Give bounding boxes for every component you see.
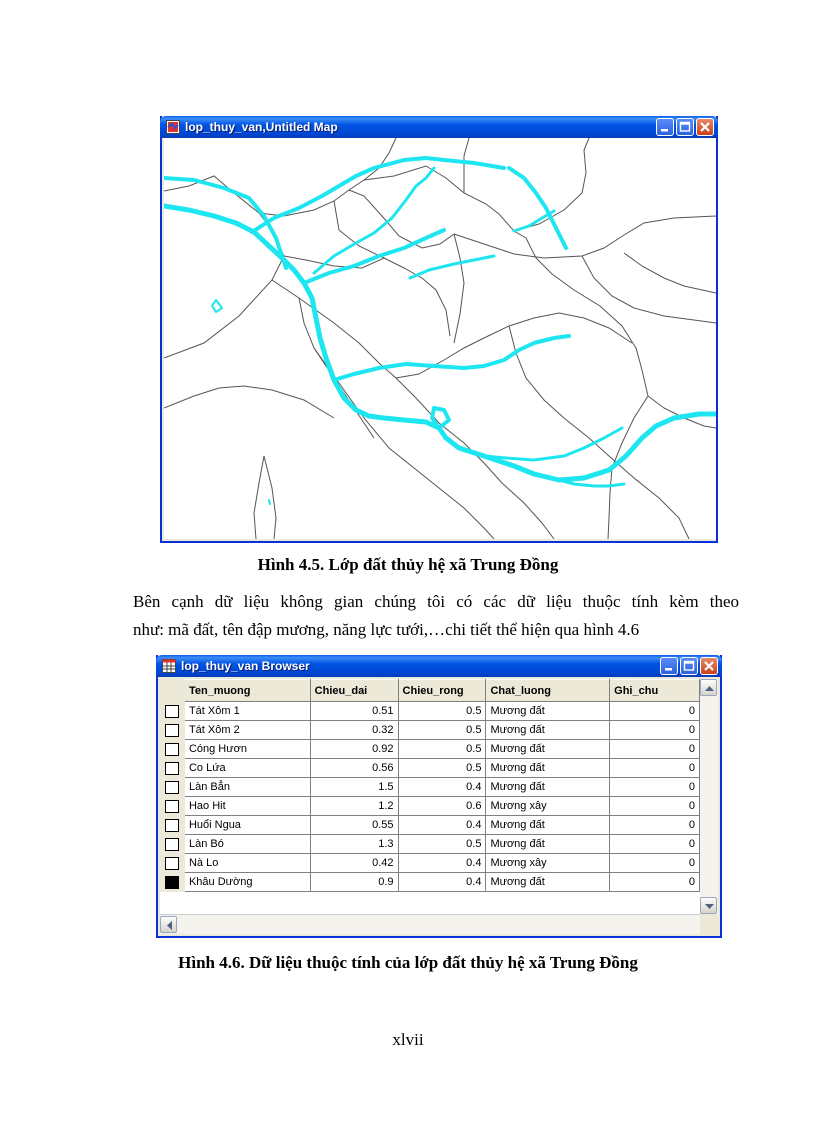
- cell-ten-muong: Huổi Ngua: [184, 816, 310, 835]
- cell-ghi-chu: 0: [610, 702, 700, 721]
- scroll-left-button[interactable]: [160, 916, 177, 933]
- close-icon: [701, 658, 717, 674]
- cell-ten-muong: Co Lứa: [184, 759, 310, 778]
- close-icon: [697, 119, 713, 135]
- hydrology-map: [164, 138, 716, 539]
- row-selector[interactable]: [161, 873, 185, 892]
- cell-ghi-chu: 0: [610, 854, 700, 873]
- attribute-grid[interactable]: [160, 679, 700, 914]
- figure-caption-4-5: Hình 4.5. Lớp đất thủy hệ xã Trung Đồng: [257, 555, 559, 574]
- cell-chat-luong: Mương đất: [486, 740, 610, 759]
- scroll-down-icon: [701, 898, 718, 915]
- maximize-button[interactable]: [676, 118, 694, 136]
- row-select-checkbox[interactable]: [165, 781, 179, 794]
- scroll-up-icon: [701, 680, 718, 697]
- page-number: xlvii: [392, 1030, 424, 1049]
- cell-ghi-chu: 0: [610, 873, 700, 892]
- column-header[interactable]: Chat_luong: [486, 680, 610, 702]
- column-header[interactable]: Ghi_chu: [610, 680, 700, 702]
- cell-chieu-dai: 1.2: [310, 797, 398, 816]
- row-selector[interactable]: [161, 854, 185, 873]
- cell-ghi-chu: 0: [610, 778, 700, 797]
- browser-minimize-button[interactable]: [660, 657, 678, 675]
- row-select-checkbox[interactable]: [165, 800, 179, 813]
- cell-chat-luong: Mương đất: [486, 778, 610, 797]
- map-window-title: lop_thuy_van,Untitled Map: [185, 120, 338, 134]
- row-select-checkbox[interactable]: [165, 743, 179, 756]
- column-header[interactable]: Ten_muong: [184, 680, 310, 702]
- map-window-titlebar[interactable]: [160, 116, 718, 138]
- cell-chieu-rong: 0.4: [398, 854, 486, 873]
- row-selector[interactable]: [161, 816, 185, 835]
- cell-ten-muong: Tát Xôm 1: [184, 702, 310, 721]
- table-row[interactable]: [161, 797, 700, 816]
- cell-ten-muong: Tát Xôm 2: [184, 721, 310, 740]
- row-select-checkbox[interactable]: [165, 876, 179, 889]
- cell-chat-luong: Mương xây: [486, 797, 610, 816]
- table-row[interactable]: [161, 778, 700, 797]
- figure-caption-4-6: Hình 4.6. Dữ liệu thuộc tính của lớp đất thủy hệ xã Trung Đồng: [178, 953, 638, 972]
- map-canvas[interactable]: [164, 138, 716, 539]
- minimize-icon: [661, 658, 677, 674]
- browser-window: [156, 655, 722, 938]
- paragraph-line-1: Bên cạnh dữ liệu không gian chúng tôi có các dữ liệu thuộc tính kèm theo: [133, 592, 739, 611]
- paragraph-line-2: như: mã đất, tên đập mương, năng lực tưới,…chi tiết thể hiện qua hình 4.6: [133, 620, 640, 639]
- row-select-checkbox[interactable]: [165, 724, 179, 737]
- table-row[interactable]: [161, 759, 700, 778]
- cell-chieu-dai: 0.9: [310, 873, 398, 892]
- row-selector[interactable]: [161, 702, 185, 721]
- cell-chieu-dai: 0.92: [310, 740, 398, 759]
- cell-chieu-dai: 0.32: [310, 721, 398, 740]
- cell-chieu-rong: 0.5: [398, 759, 486, 778]
- map-app-icon: [166, 120, 180, 134]
- cell-chat-luong: Mương đất: [486, 835, 610, 854]
- row-selector[interactable]: [161, 740, 185, 759]
- scroll-up-button[interactable]: [700, 679, 717, 696]
- table-row[interactable]: [161, 740, 700, 759]
- selector-header: [161, 680, 185, 702]
- cell-ghi-chu: 0: [610, 797, 700, 816]
- cell-ten-muong: Làn Bó: [184, 835, 310, 854]
- browser-window-title: lop_thuy_van Browser: [181, 659, 310, 673]
- row-selector[interactable]: [161, 835, 185, 854]
- cell-chieu-dai: 0.56: [310, 759, 398, 778]
- minimize-button[interactable]: [656, 118, 674, 136]
- cell-chieu-dai: 0.55: [310, 816, 398, 835]
- table-row[interactable]: [161, 854, 700, 873]
- row-selector[interactable]: [161, 721, 185, 740]
- cell-chieu-rong: 0.6: [398, 797, 486, 816]
- row-select-checkbox[interactable]: [165, 705, 179, 718]
- table-row[interactable]: [161, 835, 700, 854]
- cell-chat-luong: Mương xây: [486, 854, 610, 873]
- cell-chieu-dai: 1.3: [310, 835, 398, 854]
- browser-window-titlebar[interactable]: [156, 655, 722, 677]
- cell-ten-muong: Làn Bẳn: [184, 778, 310, 797]
- cell-chieu-rong: 0.5: [398, 740, 486, 759]
- table-row[interactable]: [161, 873, 700, 892]
- cell-chieu-rong: 0.4: [398, 778, 486, 797]
- browser-maximize-button[interactable]: [680, 657, 698, 675]
- cell-ghi-chu: 0: [610, 835, 700, 854]
- cell-ten-muong: Cóng Hươn: [184, 740, 310, 759]
- maximize-icon: [677, 119, 693, 135]
- table-header-row: [161, 680, 700, 702]
- cell-ghi-chu: 0: [610, 759, 700, 778]
- horizontal-scrollbar[interactable]: [160, 914, 700, 934]
- cell-chieu-rong: 0.5: [398, 721, 486, 740]
- cell-chat-luong: Mương đất: [486, 759, 610, 778]
- row-select-checkbox[interactable]: [165, 857, 179, 870]
- attribute-table: [160, 679, 700, 892]
- table-body: [161, 702, 700, 892]
- cell-ten-muong: Nà Lo: [184, 854, 310, 873]
- cell-chieu-rong: 0.5: [398, 835, 486, 854]
- maximize-icon: [681, 658, 697, 674]
- row-selector[interactable]: [161, 778, 185, 797]
- vertical-scrollbar[interactable]: [700, 679, 718, 914]
- minimize-icon: [657, 119, 673, 135]
- cell-ten-muong: Khâu Dường: [184, 873, 310, 892]
- cell-ghi-chu: 0: [610, 816, 700, 835]
- row-select-checkbox[interactable]: [165, 762, 179, 775]
- browser-close-button[interactable]: [700, 657, 718, 675]
- table-row[interactable]: [161, 816, 700, 835]
- table-row[interactable]: [161, 721, 700, 740]
- cell-ten-muong: Hao Hit: [184, 797, 310, 816]
- scroll-down-button[interactable]: [700, 897, 717, 914]
- map-window: [160, 116, 718, 543]
- cell-chieu-dai: 0.51: [310, 702, 398, 721]
- cell-chieu-rong: 0.4: [398, 816, 486, 835]
- cell-chieu-rong: 0.5: [398, 702, 486, 721]
- rivers: [164, 158, 716, 504]
- row-select-checkbox[interactable]: [165, 838, 179, 851]
- close-button[interactable]: [696, 118, 714, 136]
- cell-chieu-rong: 0.4: [398, 873, 486, 892]
- row-select-checkbox[interactable]: [165, 819, 179, 832]
- cell-chat-luong: Mương đất: [486, 873, 610, 892]
- scroll-left-icon: [161, 917, 178, 934]
- column-header[interactable]: Chieu_rong: [398, 680, 486, 702]
- table-row[interactable]: [161, 702, 700, 721]
- row-selector[interactable]: [161, 759, 185, 778]
- cell-chat-luong: Mương đất: [486, 816, 610, 835]
- column-header[interactable]: Chieu_dai: [310, 680, 398, 702]
- cell-ghi-chu: 0: [610, 721, 700, 740]
- cell-chat-luong: Mương đất: [486, 702, 610, 721]
- cell-chieu-dai: 0.42: [310, 854, 398, 873]
- cell-ghi-chu: 0: [610, 740, 700, 759]
- table-app-icon: [162, 659, 176, 673]
- row-selector[interactable]: [161, 797, 185, 816]
- cell-chat-luong: Mương đất: [486, 721, 610, 740]
- cell-chieu-dai: 1.5: [310, 778, 398, 797]
